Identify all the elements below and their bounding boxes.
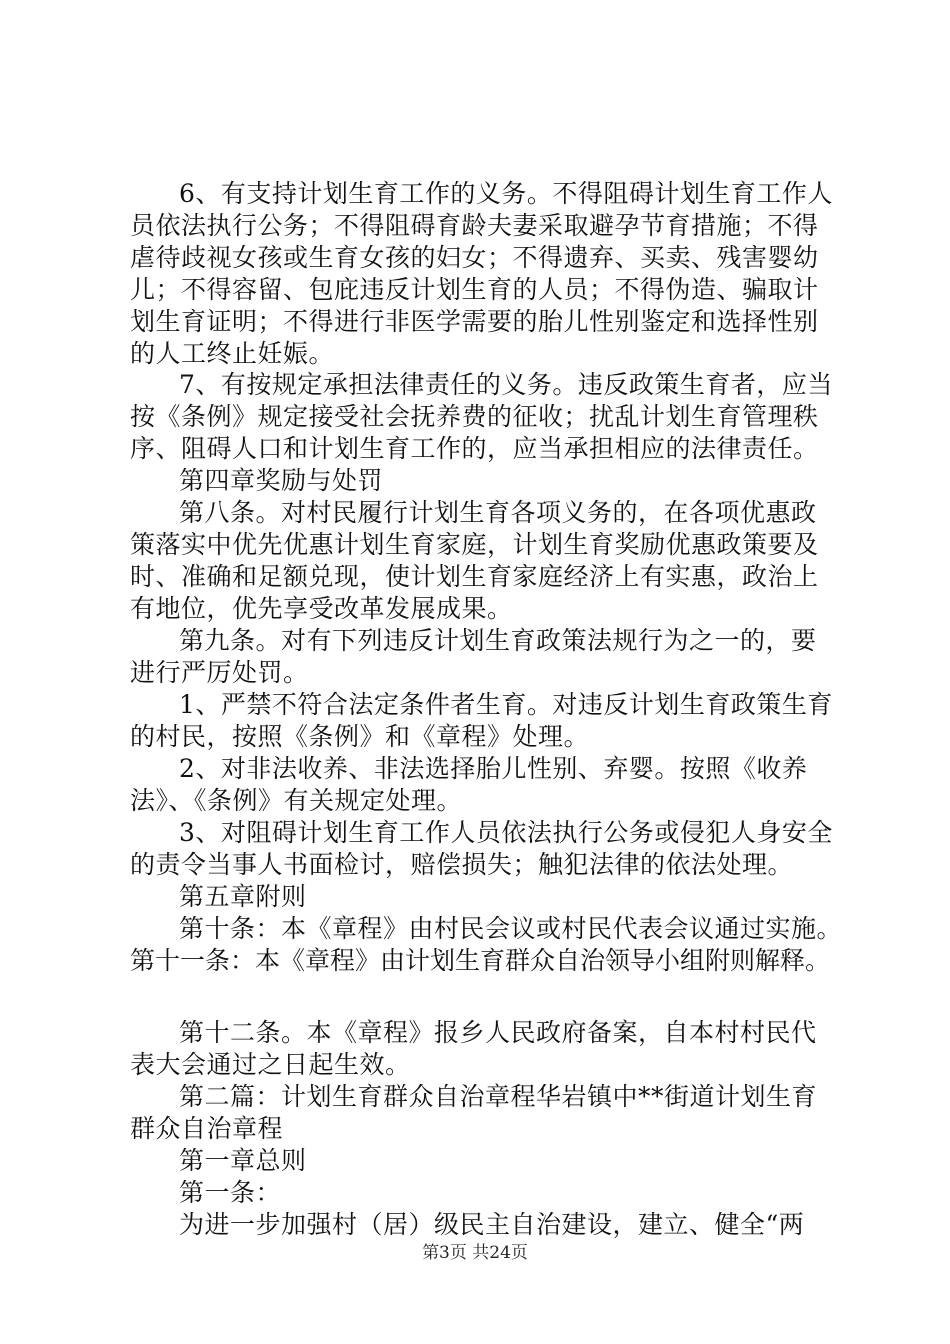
text-line: 第八条。对村民履行计划生育各项义务的，在各项优惠政 — [179, 498, 817, 527]
text-line: 的责令当事人书面检讨，赔偿损失；触犯法律的依法处理。 — [130, 850, 794, 879]
text-line: 2、对非法收养、非法选择胎儿性别、弃婴。按照《收养 — [179, 754, 808, 783]
text-line: 7、有按规定承担法律责任的义务。违反政策生育者，应当 — [179, 370, 833, 399]
text-line: 的人工终止妊娠。 — [130, 339, 335, 368]
text-line: 第九条。对有下列违反计划生育政策法规行为之一的，要 — [179, 626, 817, 655]
page-footer: 第3页 共24页 — [422, 1243, 528, 1263]
text-line: 法》、《条例》有关规定处理。 — [130, 786, 463, 815]
text-line: 儿；不得容留、包庇违反计划生育的人员；不得伪造、骗取计 — [130, 275, 819, 304]
text-line: 为进一步加强村（居）级民主自治建设，建立、健全“两 — [179, 1210, 805, 1239]
text-line: 策落实中优先优惠计划生育家庭，计划生育奖励优惠政策要及 — [130, 530, 819, 559]
text-line: 3、对阻碍计划生育工作人员依法执行公务或侵犯人身安全 — [179, 818, 833, 847]
text-line: 第十二条。本《章程》报乡人民政府备案，自本村村民代 — [179, 1018, 817, 1047]
text-line: 的村民，按照《条例》和《章程》处理。 — [130, 722, 590, 751]
text-line: 第二篇：计划生育群众自治章程华岩镇中**街道计划生育 — [179, 1082, 818, 1111]
text-line: 第十条：本《章程》由村民会议或村民代表会议通过实施。 — [179, 914, 843, 943]
text-line: 第一条： — [179, 1178, 282, 1207]
chapter-heading: 第一章总则 — [179, 1146, 307, 1175]
text-line: 划生育证明；不得进行非医学需要的胎儿性别鉴定和选择性别 — [130, 307, 819, 336]
text-line: 员依法执行公务；不得阻碍育龄夫妻采取避孕节育措施；不得 — [130, 211, 819, 240]
text-line: 6、有支持计划生育工作的义务。不得阻碍计划生育工作人 — [179, 179, 833, 208]
text-line: 进行严厉处罚。 — [130, 658, 309, 687]
text-line: 1、严禁不符合法定条件者生育。对违反计划生育政策生育 — [179, 690, 833, 719]
text-line: 第十一条：本《章程》由计划生育群众自治领导小组附则解释。 — [130, 946, 831, 975]
text-line: 有地位，优先享受改革发展成果。 — [130, 594, 513, 623]
text-line: 时、准确和足额兑现，使计划生育家庭经济上有实惠，政治上 — [130, 562, 819, 591]
text-line: 按《条例》规定接受社会抚养费的征收；扰乱计划生育管理秩 — [130, 402, 819, 431]
text-line: 序、阻碍人口和计划生育工作的，应当承担相应的法律责任。 — [130, 434, 819, 463]
chapter-heading: 第五章附则 — [179, 882, 307, 911]
text-line: 表大会通过之日起生效。 — [130, 1050, 411, 1079]
text-line: 虐待歧视女孩或生育女孩的妇女；不得遗弃、买卖、残害婴幼 — [130, 243, 819, 272]
text-line: 群众自治章程 — [130, 1114, 284, 1143]
chapter-heading: 第四章奖励与处罚 — [179, 466, 384, 495]
